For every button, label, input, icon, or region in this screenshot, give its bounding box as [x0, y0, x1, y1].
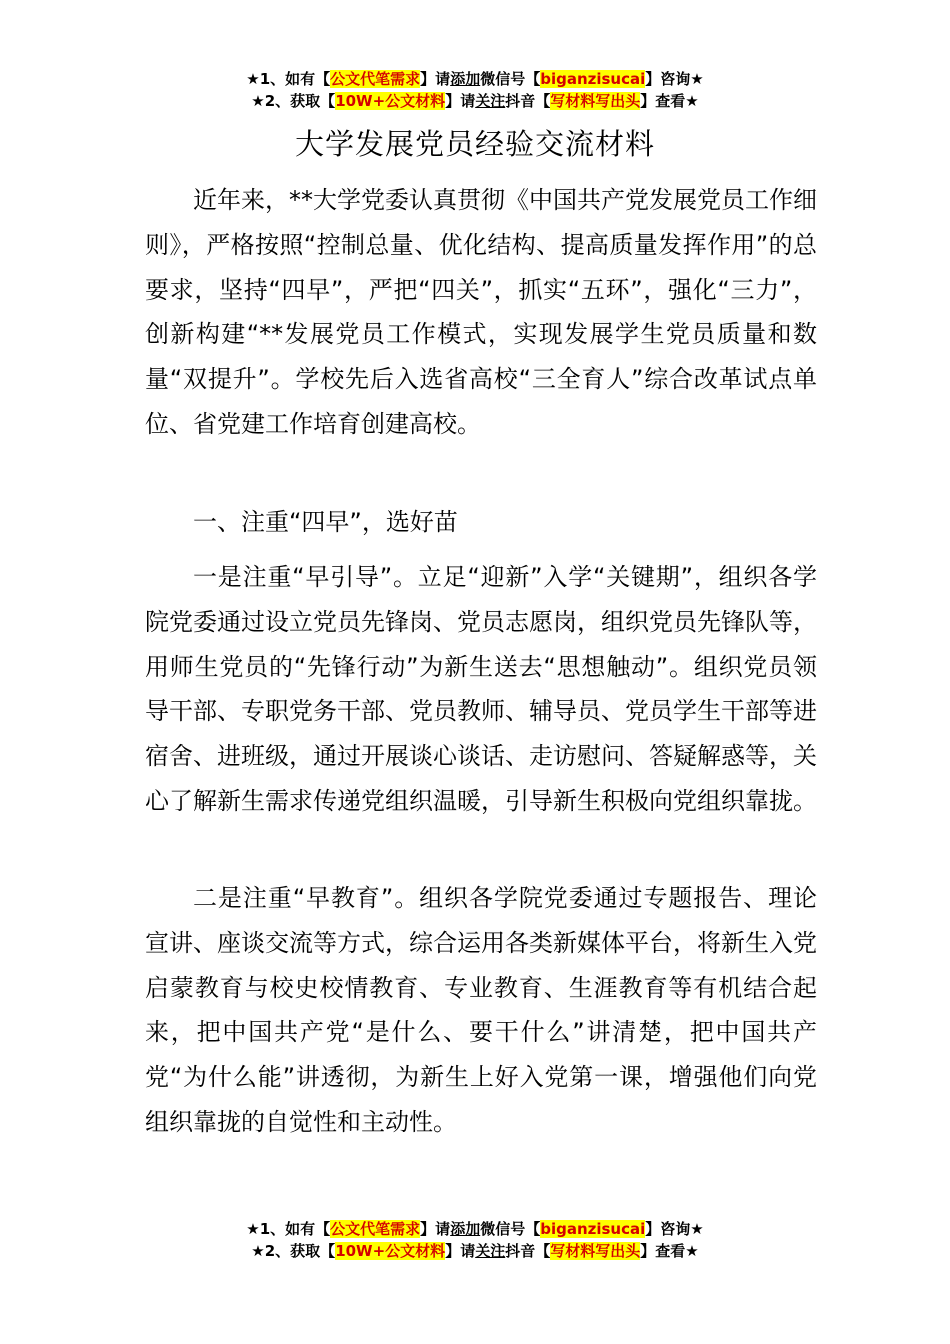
promo-text: 】查看★ [640, 1242, 699, 1260]
promo-text: 】咨询★ [645, 70, 704, 88]
promo-text: ★2、获取【 [251, 1242, 336, 1260]
promo-douyin-id: 写材料写出头 [550, 1242, 641, 1260]
promo-line-2 [0, 90, 950, 112]
promo-text: 】咨询★ [645, 1220, 704, 1238]
promo-banner-bottom [0, 1218, 950, 1262]
promo-text: ★2、获取【 [251, 92, 336, 110]
paragraph-early-education: 二是注重“早教育”。组织各学院党委通过专题报告、理论宣讲、座谈交流等方式，综合运用各类新媒体平台，将新生入党启蒙教育与校史校情教育、专业教育、生涯教育等有机结合起来，把中国共产党“是什么、要干什么”讲清楚，把中国共产党“为什么能”讲透彻，为新生上好入党第一课，增强他们向党组织靠拢的自觉性和主动性。 [145, 884, 817, 1136]
paragraph-intro: 近年来，**大学党委认真贯彻《中国共产党发展党员工作细则》，严格按照“控制总量、优化结构、提高质量发挥作用”的总要求，坚持“四早”，严把“四关”，抓实“五环”，强化“三力”，创新构建“**发展党员工作模式，实现发展学生党员质量和数量“双提升”。学校先后入选省高校“三全育人”综合改革试点单位、省党建工作培育创建高校。 [145, 186, 817, 438]
promo-text: ★1、如有【 [246, 70, 331, 88]
promo-text: 】请 [420, 70, 451, 88]
promo-wechat-id: biganzisucai [540, 70, 646, 88]
promo-text: 抖音【 [505, 1242, 551, 1260]
promo-line-2 [0, 1240, 950, 1262]
promo-highlight: 10W+公文材料 [335, 1242, 446, 1260]
promo-highlight: 10W+公文材料 [335, 92, 446, 110]
promo-wechat-id: biganzisucai [540, 1220, 646, 1238]
promo-line-1 [0, 68, 950, 90]
promo-text: 抖音【 [505, 92, 551, 110]
promo-underlined-text: 添加 [450, 70, 481, 88]
promo-text: 】查看★ [640, 92, 699, 110]
promo-text: 】请 [445, 92, 476, 110]
promo-douyin-id: 写材料写出头 [550, 92, 641, 110]
promo-underlined-text: 关注 [475, 92, 506, 110]
promo-line-1 [0, 1218, 950, 1240]
document-title: 大学发展党员经验交流材料 [294, 127, 655, 161]
promo-banner-top [0, 68, 950, 112]
promo-highlight: 公文代笔需求 [330, 70, 421, 88]
promo-underlined-text: 关注 [475, 1242, 506, 1260]
promo-text: ★1、如有【 [246, 1220, 331, 1238]
section-heading-1: 一、注重“四早”，选好苗 [193, 508, 458, 536]
promo-text: 微信号【 [480, 70, 541, 88]
promo-text: 】请 [420, 1220, 451, 1238]
promo-underlined-text: 添加 [450, 1220, 481, 1238]
promo-text: 】请 [445, 1242, 476, 1260]
promo-text: 微信号【 [480, 1220, 541, 1238]
paragraph-early-guidance: 一是注重“早引导”。立足“迎新”入学“关键期”，组织各学院党委通过设立党员先锋岗、党员志愿岗，组织党员先锋队等，用师生党员的“先锋行动”为新生送去“思想触动”。组织党员领导干部、专职党务干部、党员教师、辅导员、党员学生干部等进宿舍、进班级，通过开展谈心谈话、走访慰问、答疑解惑等，关心了解新生需求传递党组织温暖，引导新生积极向党组织靠拢。 [145, 563, 817, 815]
promo-highlight: 公文代笔需求 [330, 1220, 421, 1238]
